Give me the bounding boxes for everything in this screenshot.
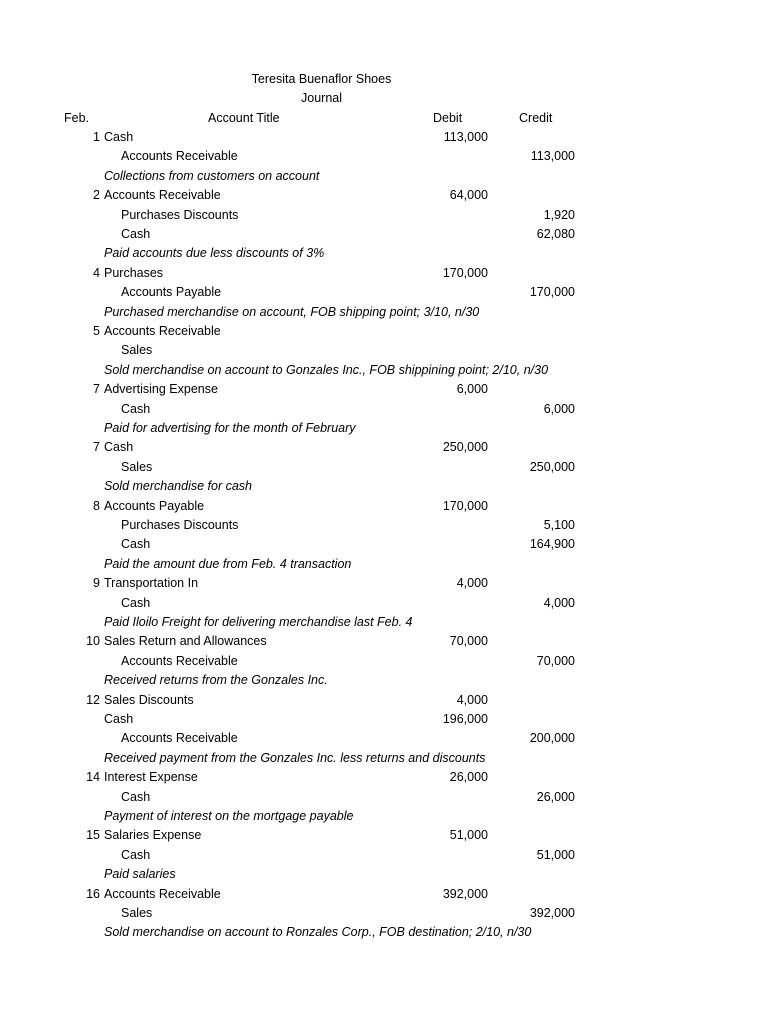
entry-description: Sold merchandise for cash (104, 479, 252, 494)
journal-row (0, 652, 768, 671)
credit-amount: 4,000 (543, 595, 575, 610)
entry-description: Paid the amount due from Feb. 4 transaction (104, 556, 352, 571)
account-title: Accounts Payable (121, 285, 222, 300)
journal-row (0, 438, 768, 457)
journal-row (0, 826, 768, 845)
account-title: Purchases Discounts (121, 207, 239, 222)
debit-amount: 113,000 (443, 130, 488, 144)
journal-row (0, 574, 768, 593)
entry-description: Paid accounts due less discounts of 3% (104, 246, 325, 261)
account-title: Sales Discounts (104, 692, 194, 707)
entry-description-row (0, 671, 768, 690)
account-title: Sales (121, 459, 153, 474)
debit-amount: 170,000 (442, 498, 488, 513)
credit-amount: 170,000 (529, 285, 575, 300)
account-title: Cash (104, 712, 134, 726)
account-title: Sales (121, 343, 153, 358)
entry-description-row (0, 303, 768, 322)
entry-description-row (0, 613, 768, 632)
debit-amount: 392,000 (442, 886, 488, 901)
journal-row (0, 788, 768, 807)
entry-description-row (0, 361, 768, 380)
debit-amount: 26,000 (449, 770, 488, 785)
journal-row (0, 400, 768, 419)
entry-description: Paid for advertising for the month of February (104, 421, 356, 435)
entry-day: 10 (86, 634, 100, 649)
entry-description-row (0, 555, 768, 574)
entry-day: 12 (86, 692, 100, 707)
entry-description: Purchased merchandise on account, FOB shipping point; 3/10, n/30 (104, 304, 480, 319)
account-title: Interest Expense (104, 770, 198, 785)
credit-amount: 62,080 (536, 227, 575, 241)
debit-amount: 4,000 (456, 692, 488, 707)
credit-amount: 70,000 (536, 653, 575, 668)
entry-description-row (0, 923, 768, 942)
account-title: Accounts Receivable (121, 149, 238, 164)
credit-amount: 51,000 (536, 847, 575, 862)
account-title: Accounts Receivable (104, 886, 221, 901)
journal-row (0, 380, 768, 399)
journal-row (0, 846, 768, 865)
month-header: Feb. (64, 111, 90, 125)
account-title: Accounts Receivable (104, 324, 221, 338)
account-title: Cash (121, 847, 151, 862)
journal-row (0, 128, 768, 147)
journal-row (0, 632, 768, 651)
entry-description-row (0, 419, 768, 438)
entry-description-row (0, 749, 768, 768)
journal-row (0, 691, 768, 710)
account-title: Cash (121, 401, 151, 416)
credit-amount: 5,100 (543, 518, 575, 532)
debit-amount: 64,000 (449, 188, 488, 203)
entry-description-row (0, 865, 768, 884)
entry-description: Collections from customers on account (104, 168, 320, 183)
journal-row (0, 729, 768, 748)
account-title: Cash (121, 595, 151, 610)
journal-row (0, 206, 768, 225)
entry-description: Paid salaries (104, 867, 176, 882)
account-title: Accounts Receivable (121, 731, 238, 746)
entry-day: 2 (93, 188, 100, 203)
entry-description-row (0, 477, 768, 496)
journal-row (0, 594, 768, 613)
entry-description: Sold merchandise on account to Gonzales Inc., FOB shippining point; 2/10, n/30 (104, 362, 549, 377)
credit-amount: 1,920 (543, 207, 575, 222)
debit-amount: 70,000 (449, 634, 488, 649)
entry-description: Received returns from the Gonzales Inc. (104, 673, 328, 688)
account-title: Sales Return and Allowances (104, 634, 267, 649)
account-title: Cash (104, 130, 134, 144)
journal-row (0, 186, 768, 205)
credit-amount: 392,000 (529, 906, 575, 920)
entry-description-row (0, 167, 768, 186)
account-title: Cash (121, 227, 151, 241)
debit-amount: 170,000 (442, 265, 488, 280)
debit-header: Debit (433, 111, 463, 125)
journal-row (0, 322, 768, 341)
debit-amount: 196,000 (442, 712, 488, 726)
account-title: Transportation In (104, 576, 199, 591)
debit-amount: 4,000 (456, 576, 488, 591)
account-title: Accounts Receivable (104, 188, 221, 203)
credit-amount: 26,000 (536, 789, 575, 804)
account-title: Purchases (104, 265, 164, 280)
credit-amount: 164,900 (529, 537, 575, 552)
account-title: Accounts Payable (104, 498, 205, 513)
journal-row (0, 904, 768, 923)
journal-row (0, 341, 768, 360)
entry-day: 15 (86, 828, 100, 843)
journal-row (0, 710, 768, 729)
journal-row (0, 768, 768, 787)
account-title: Cash (121, 537, 151, 552)
account-title: Sales (121, 906, 153, 920)
journal-row (0, 885, 768, 904)
account-title: Accounts Receivable (121, 653, 238, 668)
journal-row (0, 225, 768, 244)
entry-day: 8 (93, 498, 100, 513)
entry-description: Payment of interest on the mortgage payable (104, 809, 354, 823)
debit-amount: 250,000 (442, 440, 488, 455)
entry-day: 4 (93, 265, 100, 280)
entry-day: 5 (93, 324, 100, 338)
entry-day: 16 (86, 886, 100, 901)
credit-amount: 250,000 (529, 459, 575, 474)
entry-description: Received payment from the Gonzales Inc. less returns and discounts (104, 750, 486, 765)
credit-amount: 6,000 (543, 401, 575, 416)
journal-row (0, 147, 768, 166)
journal-row (0, 458, 768, 477)
journal-row (0, 283, 768, 302)
account-title: Cash (121, 789, 151, 804)
entry-day: 7 (93, 382, 100, 397)
entry-day: 14 (86, 770, 100, 785)
entry-description: Sold merchandise on account to Ronzales Corp., FOB destination; 2/10, n/30 (104, 925, 532, 940)
account-title-header: Account Title (208, 111, 280, 125)
entry-description: Paid Iloilo Freight for delivering merchandise last Feb. 4 (104, 615, 413, 629)
journal-row (0, 535, 768, 554)
credit-amount: 200,000 (529, 731, 575, 746)
journal-row (0, 264, 768, 283)
journal-title: Journal (301, 91, 342, 105)
entry-day: 7 (93, 440, 100, 455)
entry-day: 9 (93, 576, 100, 591)
account-title: Salaries Expense (104, 828, 202, 843)
entry-description-row (0, 807, 768, 826)
journal-row (0, 516, 768, 535)
debit-amount: 6,000 (456, 382, 488, 397)
entry-description-row (0, 244, 768, 263)
entry-day: 1 (93, 130, 100, 144)
account-title: Cash (104, 440, 134, 455)
credit-amount: 113,000 (530, 149, 575, 164)
account-title: Purchases Discounts (121, 518, 239, 532)
account-title: Advertising Expense (104, 382, 218, 397)
credit-header: Credit (519, 111, 553, 125)
debit-amount: 51,000 (449, 828, 488, 843)
journal-row (0, 497, 768, 516)
company-name: Teresita Buenaflor Shoes (251, 72, 392, 86)
